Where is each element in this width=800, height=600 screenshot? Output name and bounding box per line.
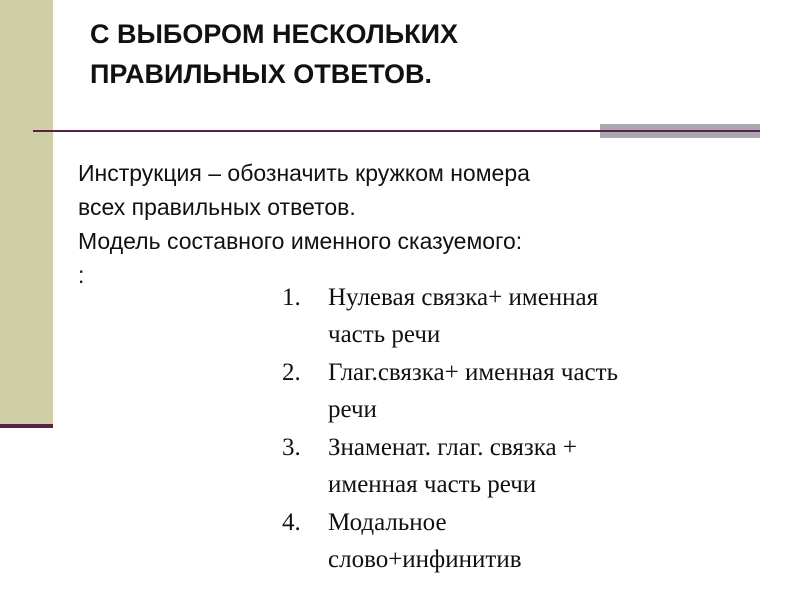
instruction-line-2: всех правильных ответов. bbox=[78, 194, 356, 220]
option-number: 4. bbox=[282, 509, 301, 536]
option-text-line: Глаг.связка+ именная часть bbox=[328, 359, 618, 386]
title-line-2: ПРАВИЛЬНЫХ ОТВЕТОВ. bbox=[90, 59, 433, 89]
left-decorative-bar bbox=[0, 0, 53, 424]
option-text-line: часть речи bbox=[328, 321, 441, 348]
answer-options-list bbox=[282, 279, 702, 579]
option-text-line: Модальное bbox=[328, 509, 447, 536]
instruction-line-3: Модель составного именного сказуемого: bbox=[78, 228, 523, 254]
instruction-line-1: Инструкция – обозначить кружком номера bbox=[78, 160, 530, 186]
instruction-line-4: : bbox=[78, 262, 85, 288]
title-line-1: С ВЫБОРОМ НЕСКОЛЬКИХ bbox=[90, 19, 459, 49]
option-number: 1. bbox=[282, 284, 301, 311]
divider-line bbox=[33, 130, 600, 132]
answer-option-3[interactable] bbox=[282, 429, 702, 503]
option-text-line: слово+инфинитив bbox=[328, 546, 522, 573]
answer-option-1[interactable] bbox=[282, 279, 702, 353]
option-text-line: речи bbox=[328, 396, 377, 423]
option-text-line: Нулевая связка+ именная bbox=[328, 284, 599, 311]
left-bar-accent-line bbox=[0, 424, 53, 428]
option-number: 2. bbox=[282, 359, 301, 386]
option-text-line: именная часть речи bbox=[328, 471, 537, 498]
option-number: 3. bbox=[282, 434, 301, 461]
option-text-line: Знаменат. глаг. связка + bbox=[328, 434, 577, 461]
answer-option-2[interactable] bbox=[282, 354, 702, 428]
divider-block-line bbox=[600, 130, 760, 132]
answer-option-4[interactable] bbox=[282, 504, 702, 578]
